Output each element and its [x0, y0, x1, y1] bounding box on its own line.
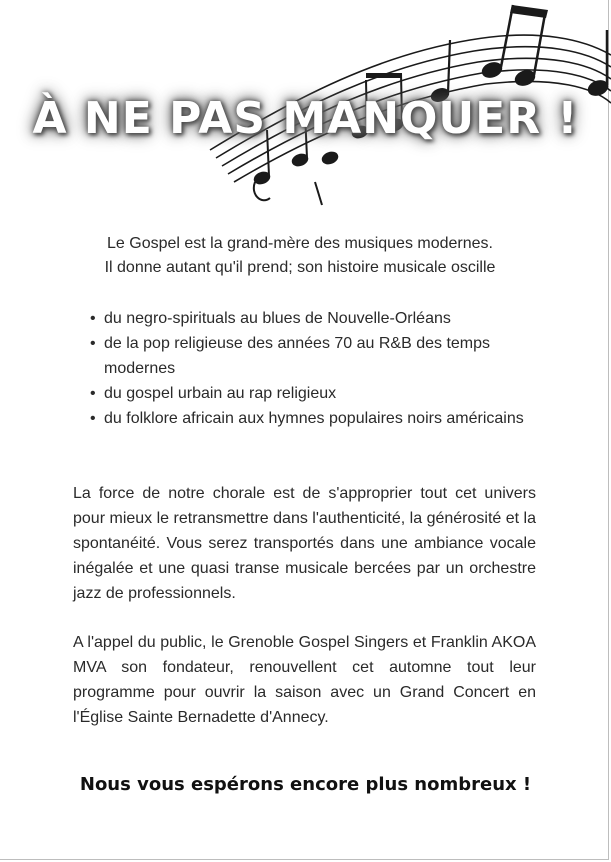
- paragraph-concert: A l'appel du public, le Grenoble Gospel Singers et Franklin AKOA MVA son fondateur, renouvellent cet automne tout leur programme pour ouvrir la saison avec un Grand Concert en l'Église Sainte Bernadette d'Annecy.: [73, 634, 536, 726]
- closing-message: Nous vous espérons encore plus nombreux !: [79, 774, 532, 795]
- paragraph-chorale: La force de notre chorale est de s'approprier tout cet univers pour mieux le retransmettre dans l'authenticité, la générosité et la spontanéité. Vous serez transportés dans une ambiance vocale inégalée et une quasi transe musicale bercées par un orchestre jazz de professionnels.: [73, 485, 536, 602]
- bullet-icon: •: [90, 335, 96, 352]
- bullet-icon: •: [90, 410, 96, 427]
- list-item: • de la pop religieuse des années 70 au R&B des temps modernes: [86, 331, 526, 381]
- bullet-icon: •: [90, 310, 96, 327]
- page-title: À NE PAS MANQUER !: [32, 93, 579, 144]
- intro-line-1: Le Gospel est la grand-mère des musiques modernes.: [107, 235, 493, 252]
- list-item: • du gospel urbain au rap religieux: [86, 381, 526, 406]
- intro-line-2: Il donne autant qu'il prend; son histoire musicale oscille: [104, 259, 496, 276]
- list-item: • du negro-spirituals au blues de Nouvelle-Orléans: [86, 306, 526, 331]
- intro-text: [60, 232, 540, 280]
- genre-list: [86, 306, 526, 431]
- list-item: • du folklore africain aux hymnes populaires noirs américains: [86, 406, 526, 431]
- bullet-icon: •: [90, 385, 96, 402]
